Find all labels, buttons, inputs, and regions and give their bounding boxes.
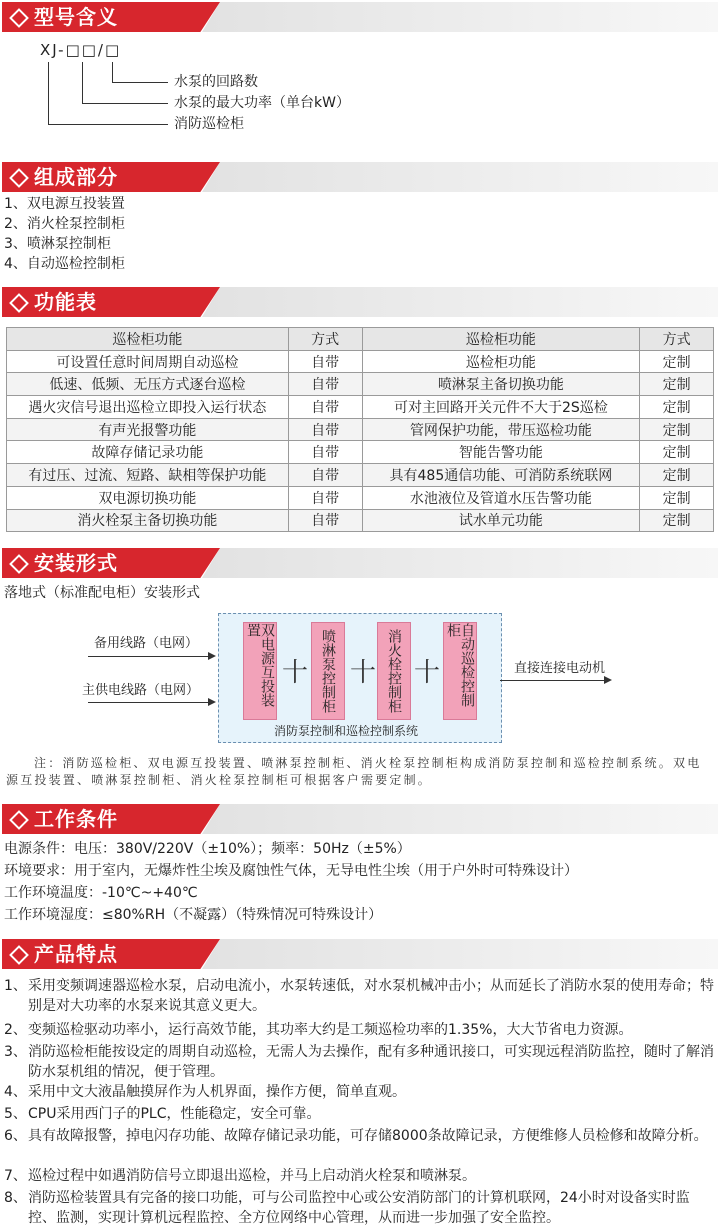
table-cell: 可设置任意时间周期自动巡检 bbox=[7, 350, 289, 373]
arrow-right-icon bbox=[208, 698, 216, 706]
box-sprinkler-cabinet: 喷淋泵控制柜 bbox=[311, 622, 345, 720]
table-cell: 自带 bbox=[288, 464, 362, 487]
section-title: 工作条件 bbox=[34, 807, 118, 831]
model-label-cabinet: 消防巡检柜 bbox=[174, 116, 244, 132]
table-cell: 定制 bbox=[640, 418, 714, 441]
table-cell: 定制 bbox=[640, 396, 714, 419]
table-cell: 定制 bbox=[640, 486, 714, 509]
table-cell: 水池液位及管道水压告警功能 bbox=[362, 486, 640, 509]
section-title: 产品特点 bbox=[34, 942, 118, 966]
composition-item: 2、消火栓泵控制柜 bbox=[4, 216, 125, 232]
table-cell: 双电源切换功能 bbox=[7, 486, 289, 509]
system-label: 消防泵控制和巡检控制系统 bbox=[274, 724, 419, 738]
table-cell: 定制 bbox=[640, 373, 714, 396]
table-row bbox=[7, 350, 714, 373]
table-row bbox=[7, 509, 714, 532]
arrow-right-icon bbox=[208, 652, 216, 660]
table-header: 方式 bbox=[288, 328, 362, 351]
table-header: 方式 bbox=[640, 328, 714, 351]
section-header-functions bbox=[2, 287, 718, 317]
plus-icon: 十 bbox=[414, 658, 441, 688]
box-hydrant-cabinet: 消火栓控制柜 bbox=[377, 622, 411, 720]
table-cell: 喷淋泵主备切换功能 bbox=[362, 373, 640, 396]
condition-temperature: 工作环境温度：-10℃~+40℃ bbox=[4, 885, 198, 901]
table-header: 巡检柜功能 bbox=[362, 328, 640, 351]
composition-item: 1、双电源互投装置 bbox=[4, 196, 125, 212]
table-row bbox=[7, 418, 714, 441]
table-cell: 自带 bbox=[288, 396, 362, 419]
table-cell: 有声光报警功能 bbox=[7, 418, 289, 441]
box-auto-inspection-cabinet: 自动巡检控制柜 bbox=[443, 622, 477, 720]
installation-subtitle: 落地式（标准配电柜）安装形式 bbox=[4, 585, 200, 601]
table-cell: 定制 bbox=[640, 441, 714, 464]
section-title: 型号含义 bbox=[34, 5, 118, 29]
table-cell: 自带 bbox=[288, 486, 362, 509]
arrow-right-icon bbox=[604, 676, 612, 684]
table-cell: 自带 bbox=[288, 418, 362, 441]
table-cell: 消火栓泵主备切换功能 bbox=[7, 509, 289, 532]
table-cell: 自带 bbox=[288, 350, 362, 373]
table-cell: 遇火灾信号退出巡检立即投入运行状态 bbox=[7, 396, 289, 419]
table-cell: 可对主回路开关元件不大于2S巡检 bbox=[362, 396, 640, 419]
condition-power: 电源条件：电压：380V/220V（±10%）；频率：50Hz（±5%） bbox=[4, 841, 411, 857]
box-dual-power: 双电源互投装置 bbox=[243, 622, 277, 720]
table-header: 巡检柜功能 bbox=[7, 328, 289, 351]
table-cell: 具有485通信功能、可消防系统联网 bbox=[362, 464, 640, 487]
table-cell: 有过压、过流、短路、缺相等保护功能 bbox=[7, 464, 289, 487]
model-code: XJ-□□/□ bbox=[40, 41, 122, 59]
plus-icon: 十 bbox=[350, 658, 377, 688]
section-header-composition bbox=[2, 162, 718, 192]
table-cell: 定制 bbox=[640, 509, 714, 532]
installation-note: 注：消防巡检柜、双电源互投装置、喷淋泵控制柜、消火栓泵控制柜构成消防泵控制和巡检控制系统。双电源互投装置、喷淋泵控制柜、消火栓泵控制柜可根据客户需要定制。 bbox=[6, 756, 702, 787]
composition-item: 4、自动巡检控制柜 bbox=[4, 256, 125, 272]
input-backup-line: 备用线路（电网） bbox=[94, 636, 199, 651]
table-cell: 定制 bbox=[640, 464, 714, 487]
model-label-power: 水泵的最大功率（单台kW） bbox=[174, 95, 350, 111]
table-row bbox=[7, 396, 714, 419]
table-row bbox=[7, 373, 714, 396]
table-cell: 巡检柜功能 bbox=[362, 350, 640, 373]
table-cell: 自带 bbox=[288, 509, 362, 532]
table-header-row bbox=[7, 328, 714, 351]
condition-environment: 环境要求：用于室内，无爆炸性尘埃及腐蚀性气体，无导电性尘埃（用于户外时可特殊设计） bbox=[4, 863, 578, 879]
table-cell: 自带 bbox=[288, 441, 362, 464]
section-title: 组成部分 bbox=[34, 165, 118, 189]
section-header-conditions bbox=[2, 804, 718, 834]
model-label-circuits: 水泵的回路数 bbox=[174, 74, 258, 90]
table-cell: 故障存储记录功能 bbox=[7, 441, 289, 464]
output-label: 直接连接电动机 bbox=[514, 661, 606, 676]
table-cell: 自带 bbox=[288, 373, 362, 396]
function-table bbox=[6, 327, 714, 532]
table-row bbox=[7, 486, 714, 509]
table-cell: 管网保护功能，带压巡检功能 bbox=[362, 418, 640, 441]
section-title: 功能表 bbox=[34, 290, 97, 314]
composition-item: 3、喷淋泵控制柜 bbox=[4, 236, 111, 252]
section-header-model bbox=[2, 2, 718, 32]
input-main-line: 主供电线路（电网） bbox=[82, 683, 200, 698]
table-cell: 智能告警功能 bbox=[362, 441, 640, 464]
table-row bbox=[7, 464, 714, 487]
condition-humidity: 工作环境湿度：≤80%RH（不凝露）（特殊情况可特殊设计） bbox=[4, 907, 383, 923]
section-header-features bbox=[2, 939, 718, 969]
section-title: 安装形式 bbox=[34, 551, 118, 575]
table-row bbox=[7, 441, 714, 464]
plus-icon: 十 bbox=[282, 658, 309, 688]
table-cell: 定制 bbox=[640, 350, 714, 373]
section-header-installation bbox=[2, 548, 718, 578]
table-cell: 试水单元功能 bbox=[362, 509, 640, 532]
table-cell: 低速、低频、无压方式逐台巡检 bbox=[7, 373, 289, 396]
